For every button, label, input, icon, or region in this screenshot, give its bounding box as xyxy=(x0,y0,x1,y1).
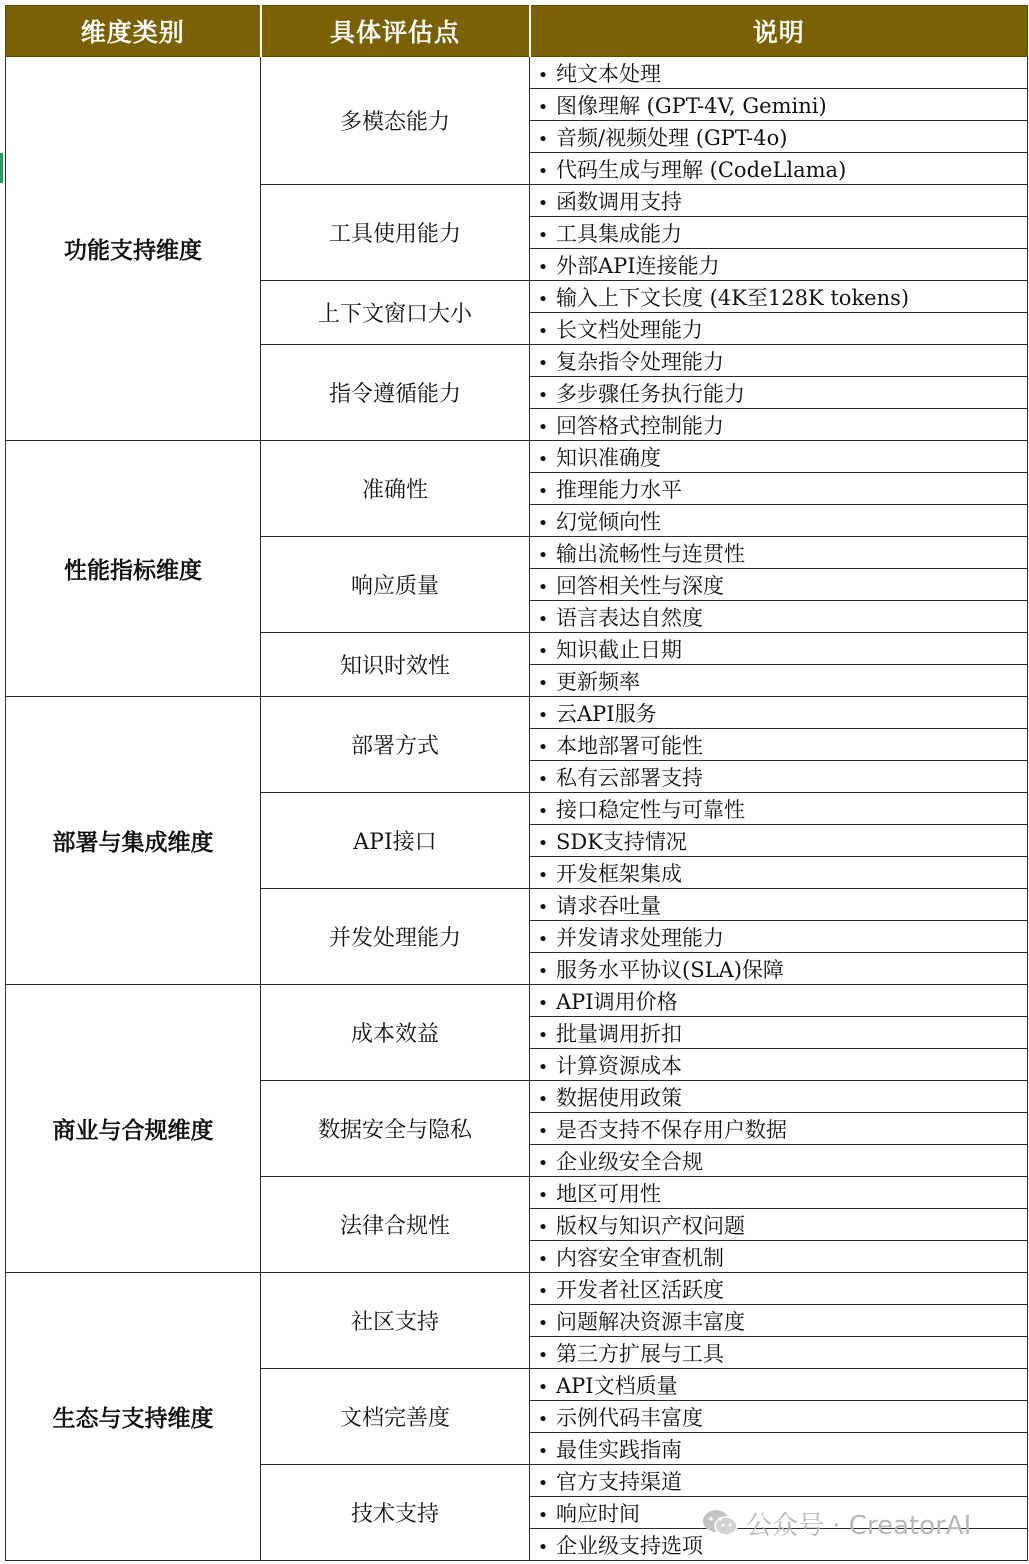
description-text: 计算资源成本 xyxy=(556,1053,682,1078)
description-text: 音频/视频处理 (GPT-4o) xyxy=(556,125,788,150)
description-cell xyxy=(530,569,1028,601)
description-text: 最佳实践指南 xyxy=(556,1437,682,1462)
bullet-marker: • xyxy=(537,512,549,534)
dimension-category-cell: 商业与合规维度 xyxy=(6,985,261,1273)
description-text: SDK支持情况 xyxy=(556,829,687,854)
bullet-marker: • xyxy=(537,480,549,502)
description-text: 第三方扩展与工具 xyxy=(556,1341,724,1366)
description-cell xyxy=(530,793,1028,825)
bullet-marker: • xyxy=(537,96,549,118)
evaluation-point-cell: 文档完善度 xyxy=(261,1369,530,1465)
description-text: 地区可用性 xyxy=(556,1181,661,1206)
description-text: 私有云部署支持 xyxy=(556,765,703,790)
description-text: 复杂指令处理能力 xyxy=(556,349,724,374)
bullet-marker: • xyxy=(537,736,549,758)
dimension-category-cell: 生态与支持维度 xyxy=(6,1273,261,1561)
description-text: 版权与知识产权问题 xyxy=(556,1213,745,1238)
bullet-marker: • xyxy=(537,960,549,982)
description-cell xyxy=(530,121,1028,153)
bullet-marker: • xyxy=(537,1536,549,1558)
evaluation-point-cell: 上下文窗口大小 xyxy=(261,281,530,345)
header-dimension-category: 维度类别 xyxy=(6,6,261,57)
bullet-marker: • xyxy=(537,1504,549,1526)
description-cell xyxy=(530,1273,1028,1305)
description-text: 外部API连接能力 xyxy=(556,253,720,278)
description-cell xyxy=(530,57,1028,89)
header-row xyxy=(6,6,1028,57)
description-text: 输入上下文长度 (4K至128K tokens) xyxy=(556,285,910,310)
bullet-marker: • xyxy=(537,1184,549,1206)
bullet-marker: • xyxy=(537,384,549,406)
description-text: 幻觉倾向性 xyxy=(556,509,661,534)
description-cell xyxy=(530,857,1028,889)
description-cell xyxy=(530,601,1028,633)
bullet-marker: • xyxy=(537,320,549,342)
evaluation-point-cell: 社区支持 xyxy=(261,1273,530,1369)
table-row xyxy=(6,985,1028,1017)
description-text: 知识截止日期 xyxy=(556,637,682,662)
description-cell xyxy=(530,921,1028,953)
description-cell xyxy=(530,1049,1028,1081)
bullet-marker: • xyxy=(537,448,549,470)
description-cell xyxy=(530,1433,1028,1465)
description-cell xyxy=(530,345,1028,377)
description-cell xyxy=(530,281,1028,313)
description-cell xyxy=(530,1369,1028,1401)
description-cell xyxy=(530,761,1028,793)
description-cell xyxy=(530,153,1028,185)
watermark-text: 公众号 · CreatorAI xyxy=(746,1510,972,1541)
bullet-marker: • xyxy=(537,1024,549,1046)
bullet-marker: • xyxy=(537,64,549,86)
description-cell xyxy=(530,953,1028,985)
description-cell xyxy=(530,633,1028,665)
description-cell xyxy=(530,889,1028,921)
dimension-category-cell: 部署与集成维度 xyxy=(6,697,261,985)
bullet-marker: • xyxy=(537,1312,549,1334)
description-text: 企业级安全合规 xyxy=(556,1149,703,1174)
evaluation-point-cell: 技术支持 xyxy=(261,1465,530,1561)
description-cell xyxy=(530,1177,1028,1209)
description-cell xyxy=(530,1401,1028,1433)
bullet-marker: • xyxy=(537,1088,549,1110)
description-cell xyxy=(530,505,1028,537)
description-cell xyxy=(530,1113,1028,1145)
evaluation-point-cell: 并发处理能力 xyxy=(261,889,530,985)
description-text: 开发者社区活跃度 xyxy=(556,1277,724,1302)
description-text: 函数调用支持 xyxy=(556,189,682,214)
description-text: 回答相关性与深度 xyxy=(556,573,724,598)
bullet-marker: • xyxy=(537,672,549,694)
description-cell xyxy=(530,1337,1028,1369)
description-cell xyxy=(530,665,1028,697)
description-cell xyxy=(530,409,1028,441)
description-text: 响应时间 xyxy=(556,1501,640,1526)
bullet-marker: • xyxy=(537,992,549,1014)
description-text: 图像理解 (GPT-4V, Gemini) xyxy=(556,93,827,118)
description-cell xyxy=(530,1081,1028,1113)
evaluation-point-cell: 多模态能力 xyxy=(261,57,530,185)
cell-cursor-marker xyxy=(0,153,3,183)
header-description: 说明 xyxy=(530,6,1028,57)
bullet-marker: • xyxy=(537,288,549,310)
evaluation-point-cell: 响应质量 xyxy=(261,537,530,633)
bullet-marker: • xyxy=(537,224,549,246)
wechat-icon xyxy=(702,1508,738,1538)
description-text: 多步骤任务执行能力 xyxy=(556,381,745,406)
bullet-marker: • xyxy=(537,1344,549,1366)
description-text: 数据使用政策 xyxy=(556,1085,682,1110)
header-evaluation-point: 具体评估点 xyxy=(261,6,530,57)
evaluation-point-cell: 成本效益 xyxy=(261,985,530,1081)
evaluation-point-cell: 指令遵循能力 xyxy=(261,345,530,441)
description-cell xyxy=(530,1145,1028,1177)
description-text: 问题解决资源丰富度 xyxy=(556,1309,745,1334)
bullet-marker: • xyxy=(537,1152,549,1174)
description-text: 云API服务 xyxy=(556,701,657,726)
bullet-marker: • xyxy=(537,1472,549,1494)
description-cell xyxy=(530,537,1028,569)
description-cell xyxy=(530,1209,1028,1241)
evaluation-point-cell: 知识时效性 xyxy=(261,633,530,697)
description-cell xyxy=(530,185,1028,217)
description-text: 代码生成与理解 (CodeLlama) xyxy=(556,157,847,182)
description-text: 示例代码丰富度 xyxy=(556,1405,703,1430)
dimension-category-cell: 性能指标维度 xyxy=(6,441,261,697)
bullet-marker: • xyxy=(537,576,549,598)
table-row xyxy=(6,1273,1028,1305)
description-text: 请求吞吐量 xyxy=(556,893,661,918)
description-cell xyxy=(530,473,1028,505)
watermark xyxy=(702,1503,971,1543)
bullet-marker: • xyxy=(537,256,549,278)
evaluation-point-cell: 法律合规性 xyxy=(261,1177,530,1273)
bullet-marker: • xyxy=(537,800,549,822)
description-cell xyxy=(530,1017,1028,1049)
description-text: 批量调用折扣 xyxy=(556,1021,682,1046)
bullet-marker: • xyxy=(537,640,549,662)
description-text: API调用价格 xyxy=(556,989,678,1014)
bullet-marker: • xyxy=(537,1376,549,1398)
description-text: 工具集成能力 xyxy=(556,221,682,246)
description-cell xyxy=(530,985,1028,1017)
bullet-marker: • xyxy=(537,608,549,630)
table-row xyxy=(6,441,1028,473)
description-text: 接口稳定性与可靠性 xyxy=(556,797,745,822)
description-cell xyxy=(530,89,1028,121)
bullet-marker: • xyxy=(537,864,549,886)
description-text: 内容安全审查机制 xyxy=(556,1245,724,1270)
bullet-marker: • xyxy=(537,416,549,438)
description-text: 企业级支持选项 xyxy=(556,1533,703,1558)
bullet-marker: • xyxy=(537,1120,549,1142)
description-text: 本地部署可能性 xyxy=(556,733,703,758)
description-cell xyxy=(530,249,1028,281)
description-text: 长文档处理能力 xyxy=(556,317,703,342)
description-text: 官方支持渠道 xyxy=(556,1469,682,1494)
bullet-marker: • xyxy=(537,1408,549,1430)
evaluation-point-cell: 工具使用能力 xyxy=(261,185,530,281)
description-text: 是否支持不保存用户数据 xyxy=(556,1117,787,1142)
bullet-marker: • xyxy=(537,544,549,566)
bullet-marker: • xyxy=(537,1440,549,1462)
description-cell xyxy=(530,313,1028,345)
bullet-marker: • xyxy=(537,1280,549,1302)
description-cell xyxy=(530,729,1028,761)
bullet-marker: • xyxy=(537,896,549,918)
description-text: 纯文本处理 xyxy=(556,61,661,86)
description-text: 开发框架集成 xyxy=(556,861,682,886)
description-text: 并发请求处理能力 xyxy=(556,925,724,950)
table-row xyxy=(6,57,1028,89)
description-text: 回答格式控制能力 xyxy=(556,413,724,438)
description-cell xyxy=(530,217,1028,249)
description-text: 知识准确度 xyxy=(556,445,661,470)
bullet-marker: • xyxy=(537,1056,549,1078)
description-text: 输出流畅性与连贯性 xyxy=(556,541,745,566)
evaluation-point-cell: API接口 xyxy=(261,793,530,889)
dimension-category-cell: 功能支持维度 xyxy=(6,57,261,441)
description-cell xyxy=(530,1241,1028,1273)
description-cell xyxy=(530,697,1028,729)
bullet-marker: • xyxy=(537,192,549,214)
evaluation-point-cell: 准确性 xyxy=(261,441,530,537)
bullet-marker: • xyxy=(537,704,549,726)
bullet-marker: • xyxy=(537,352,549,374)
bullet-marker: • xyxy=(537,768,549,790)
description-cell xyxy=(530,825,1028,857)
bullet-marker: • xyxy=(537,160,549,182)
table-row xyxy=(6,697,1028,729)
description-text: 语言表达自然度 xyxy=(556,605,703,630)
evaluation-table xyxy=(5,5,1028,1561)
bullet-marker: • xyxy=(537,1248,549,1270)
bullet-marker: • xyxy=(537,832,549,854)
description-cell xyxy=(530,1465,1028,1497)
bullet-marker: • xyxy=(537,1216,549,1238)
description-cell xyxy=(530,441,1028,473)
description-text: 推理能力水平 xyxy=(556,477,682,502)
evaluation-point-cell: 数据安全与隐私 xyxy=(261,1081,530,1177)
description-text: 更新频率 xyxy=(556,669,640,694)
description-cell xyxy=(530,377,1028,409)
table-body xyxy=(6,57,1028,1561)
description-cell xyxy=(530,1305,1028,1337)
bullet-marker: • xyxy=(537,928,549,950)
bullet-marker: • xyxy=(537,128,549,150)
evaluation-point-cell: 部署方式 xyxy=(261,697,530,793)
description-text: 服务水平协议(SLA)保障 xyxy=(556,957,784,982)
description-text: API文档质量 xyxy=(556,1373,678,1398)
